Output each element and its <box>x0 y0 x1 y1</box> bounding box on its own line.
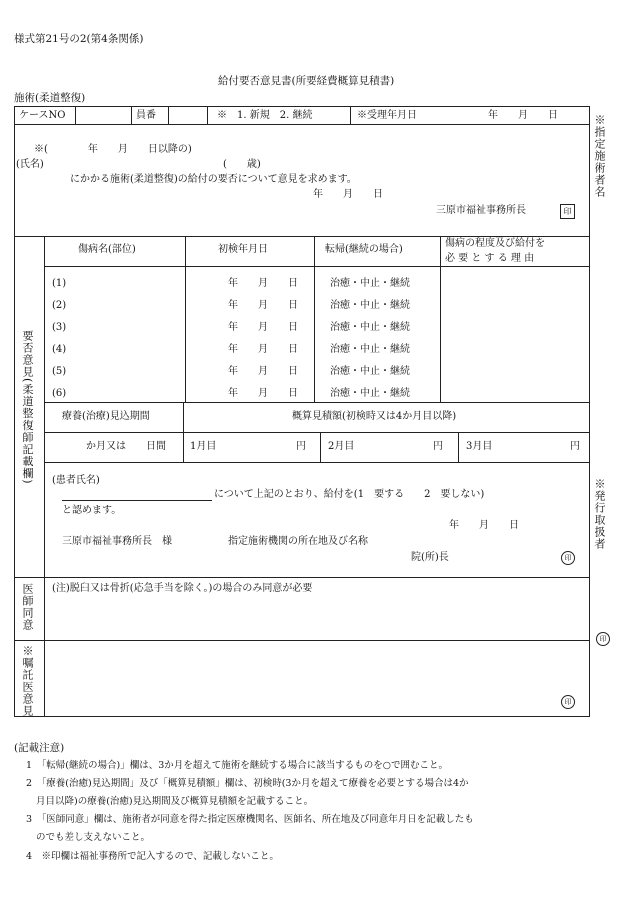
seal-icon: 印 <box>560 204 575 219</box>
patient-name-label: (氏名) <box>16 159 44 170</box>
col-injury-name: 傷病名(部位) <box>78 244 136 255</box>
subtitle: 施術(柔道整復) <box>14 92 86 104</box>
doctor-consent-label: 医師同意 <box>21 583 34 631</box>
new-continue-options[interactable]: ※ 1. 新規 2. 継続 <box>217 110 313 121</box>
request-date-line: ※( 年 月 日以降の) <box>34 144 192 155</box>
row-number: (1) <box>52 278 67 289</box>
member-field[interactable] <box>169 108 207 123</box>
office-seal <box>560 204 575 219</box>
col-reason-1: 傷病の程度及び給付を <box>445 238 545 249</box>
note-item: のでも差し支えないこと。 <box>36 832 151 843</box>
patient-name-underline[interactable] <box>62 500 212 501</box>
month3-label: 3月目 <box>466 441 493 452</box>
approve-text: と認めます。 <box>62 505 122 516</box>
row-outcome[interactable]: 治癒・中止・継続 <box>330 388 410 399</box>
opinion-section-label: 要否意見(柔道整復師記載欄) <box>21 330 34 485</box>
note-item: 4 ※印欄は福祉事務所で記入するので、記載しないこと。 <box>26 851 279 862</box>
patient-age: ( 歳) <box>223 159 261 170</box>
estimate-label: 概算見積額(初検時又は4か月目以降) <box>292 411 457 422</box>
treatment-period-label: 療養(治療)見込期間 <box>62 411 150 422</box>
page-title: 給付要否意見書(所要経費概算見積書) <box>218 75 395 87</box>
month3-yen[interactable]: 円 <box>570 441 580 452</box>
opinion-date[interactable]: 年 月 日 <box>449 520 519 531</box>
received-date-label: ※受理年月日 <box>357 110 417 121</box>
row-number: (2) <box>52 300 67 311</box>
director-label: 院(所)長 <box>411 552 449 563</box>
row-outcome[interactable]: 治癒・中止・継続 <box>330 278 410 289</box>
row-date[interactable]: 年 月 日 <box>228 344 298 355</box>
row-number: (3) <box>52 322 67 333</box>
seal-icon: 印 <box>596 632 610 646</box>
row-outcome[interactable]: 治癒・中止・継続 <box>330 300 410 311</box>
received-date[interactable]: 年 月 日 <box>488 110 558 121</box>
month1-yen[interactable]: 円 <box>296 441 306 452</box>
row-number: (6) <box>52 388 67 399</box>
doctor-consent-note: (注)脱臼又は骨折(応急手当を除く。)の場合のみ同意が必要 <box>52 583 313 594</box>
member-label: 員番 <box>136 110 156 121</box>
note-item: 1 「転帰(継続の場合)」欄は、3か月を超えて施術を継続する場合に該当するものを○で囲むこと。 <box>26 760 449 771</box>
note-item: 3 「医師同意」欄は、施術者が同意を得た指定医療機関名、医師名、所在地及び同意年月日を記載したも <box>26 814 474 825</box>
case-no-label: ケースNO <box>19 110 66 121</box>
request-body: にかかる施術(柔道整復)の給付の要否について意見を求めます。 <box>70 174 357 185</box>
month2-yen[interactable]: 円 <box>433 441 443 452</box>
col-reason-2: 必 要 と す る 理 由 <box>445 253 535 264</box>
request-date: 年 月 日 <box>313 189 383 200</box>
row-date[interactable]: 年 月 日 <box>228 388 298 399</box>
facility-label: 指定施術機関の所在地及び名称 <box>228 536 368 547</box>
opinion-office: 三原市福祉事務所長 様 <box>62 536 172 547</box>
note-item: 2 「療養(治癒)見込期間」及び「概算見積額」欄は、初検時(3か月を超えて療養を必要とする場合は4か <box>26 778 469 789</box>
row-date[interactable]: 年 月 日 <box>228 300 298 311</box>
designated-practitioner-label: ※指定施術者名 <box>593 114 606 198</box>
director-seal <box>561 551 575 565</box>
col-outcome: 転帰(継続の場合) <box>325 244 403 255</box>
col-first-visit: 初検年月日 <box>218 244 268 255</box>
row-date[interactable]: 年 月 日 <box>228 278 298 289</box>
period-value[interactable]: か月又は 日間 <box>86 441 166 452</box>
row-outcome[interactable]: 治癒・中止・継続 <box>330 322 410 333</box>
row-outcome[interactable]: 治癒・中止・継続 <box>330 344 410 355</box>
seal-icon: 印 <box>561 695 575 709</box>
case-no-field[interactable] <box>76 108 131 123</box>
opinion-statement: について上記のとおり、給付を(1 要する 2 要しない) <box>214 489 485 500</box>
form-id: 様式第21号の2(第4条関係) <box>14 33 144 45</box>
month2-label: 2月目 <box>328 441 355 452</box>
row-number: (5) <box>52 366 67 377</box>
notes-heading: (記載注意) <box>14 742 65 754</box>
issuer-label: ※発行取扱者 <box>593 478 606 550</box>
margin-seal <box>596 632 610 646</box>
row-date[interactable]: 年 月 日 <box>228 366 298 377</box>
note-item: 月目以降)の療養(治癒)見込期間及び概算見積額を記載すること。 <box>36 796 314 807</box>
consult-seal <box>561 695 575 709</box>
patient-name-label: (患者氏名) <box>52 475 100 486</box>
row-number: (4) <box>52 344 67 355</box>
seal-icon: 印 <box>561 551 575 565</box>
requesting-office: 三原市福祉事務所長 <box>436 205 526 216</box>
row-date[interactable]: 年 月 日 <box>228 322 298 333</box>
row-outcome[interactable]: 治癒・中止・継続 <box>330 366 410 377</box>
consulting-doctor-label: ※嘱託医意見 <box>21 645 34 717</box>
month1-label: 1月目 <box>190 441 217 452</box>
